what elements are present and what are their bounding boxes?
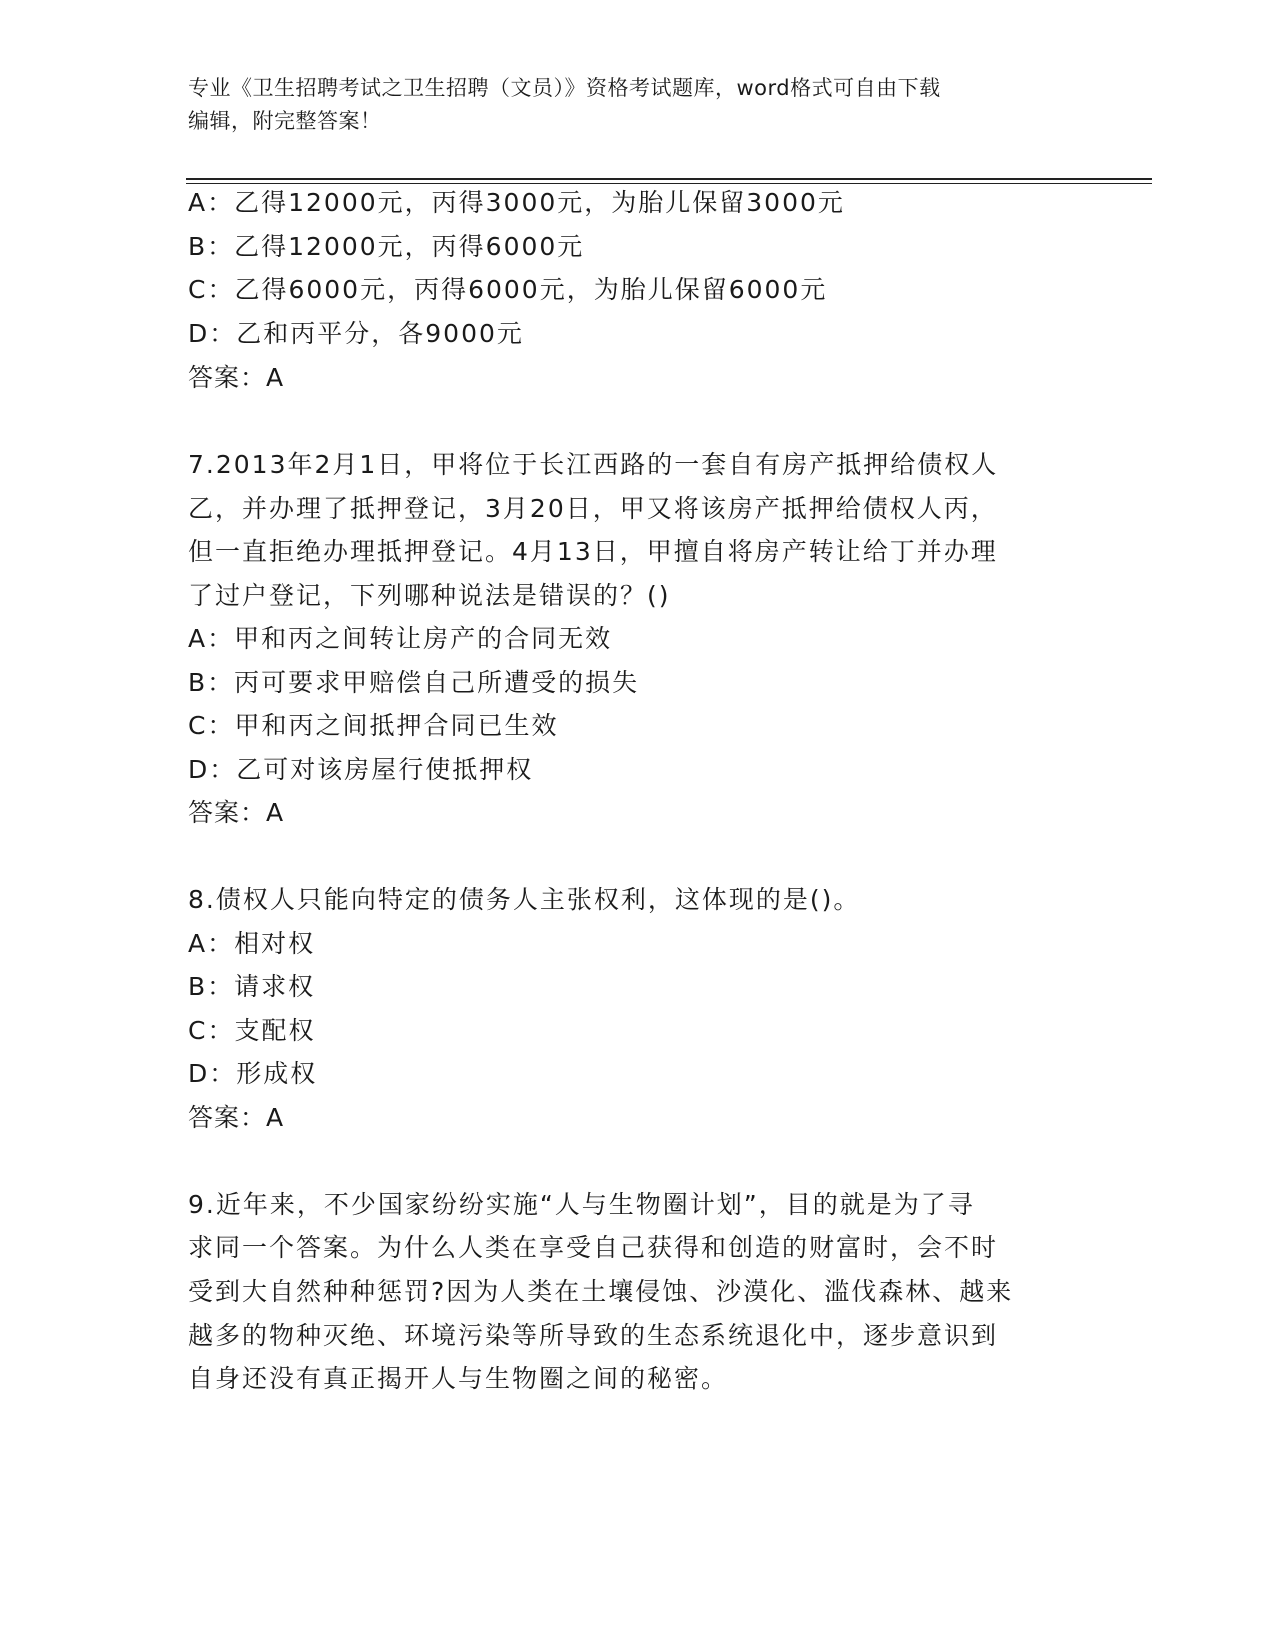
q7-option-b: B：丙可要求甲赔偿自己所遭受的损失 <box>188 668 640 697</box>
q9-stem-line-1: 9.近年来，不少国家纷纷实施“人与生物圈计划”，目的就是为了寻 <box>188 1190 975 1219</box>
q7-stem-line-2: 乙，并办理了抵押登记，3月20日，甲又将该房产抵押给债权人丙， <box>188 494 998 523</box>
q8-option-c: C：支配权 <box>188 1016 316 1045</box>
q7-stem-line-3: 但一直拒绝办理抵押登记。4月13日，甲擅自将房产转让给丁并办理 <box>188 537 998 566</box>
q9-stem-line-3: 受到大自然种种惩罚?因为人类在土壤侵蚀、沙漠化、滥伐森林、越来 <box>188 1277 1014 1306</box>
q6-option-b: B：乙得12000元，丙得6000元 <box>188 232 585 261</box>
q8-option-a: A：相对权 <box>188 929 316 958</box>
q8-answer: 答案：A <box>188 1103 285 1132</box>
q6-answer: 答案：A <box>188 363 285 392</box>
q7-option-c: C：甲和丙之间抵押合同已生效 <box>188 711 559 740</box>
q7-stem-line-1: 7.2013年2月1日，甲将位于长江西路的一套自有房产抵押给债权人 <box>188 450 999 479</box>
document-header <box>188 72 1068 138</box>
q6-option-c: C：乙得6000元，丙得6000元，为胎儿保留6000元 <box>188 275 828 304</box>
q6-option-d: D：乙和丙平分，各9000元 <box>188 319 524 348</box>
header-divider <box>186 178 1152 180</box>
q6-option-a: A：乙得12000元，丙得3000元，为胎儿保留3000元 <box>188 188 845 217</box>
q7-option-a: A：甲和丙之间转让房产的合同无效 <box>188 624 613 653</box>
header-line-1: 专业《卫生招聘考试之卫生招聘（文员）》资格考试题库，word格式可自由下载 <box>188 76 941 100</box>
q8-option-d: D：形成权 <box>188 1059 318 1088</box>
header-line-2: 编辑，附完整答案！ <box>188 109 382 133</box>
q7-option-d: D：乙可对该房屋行使抵押权 <box>188 755 534 784</box>
q9-stem-line-2: 求同一个答案。为什么人类在享受自己获得和创造的财富时，会不时 <box>188 1233 999 1262</box>
q7-answer: 答案：A <box>188 798 285 827</box>
q9-stem-line-5: 自身还没有真正揭开人与生物圈之间的秘密。 <box>188 1364 729 1393</box>
q8-stem-line-1: 8.债权人只能向特定的债务人主张权利，这体现的是()。 <box>188 885 861 914</box>
q7-stem-line-4: 了过户登记，下列哪种说法是错误的？() <box>188 581 671 610</box>
q8-option-b: B：请求权 <box>188 972 316 1001</box>
q9-stem-line-4: 越多的物种灭绝、环境污染等所导致的生态系统退化中，逐步意识到 <box>188 1321 999 1350</box>
